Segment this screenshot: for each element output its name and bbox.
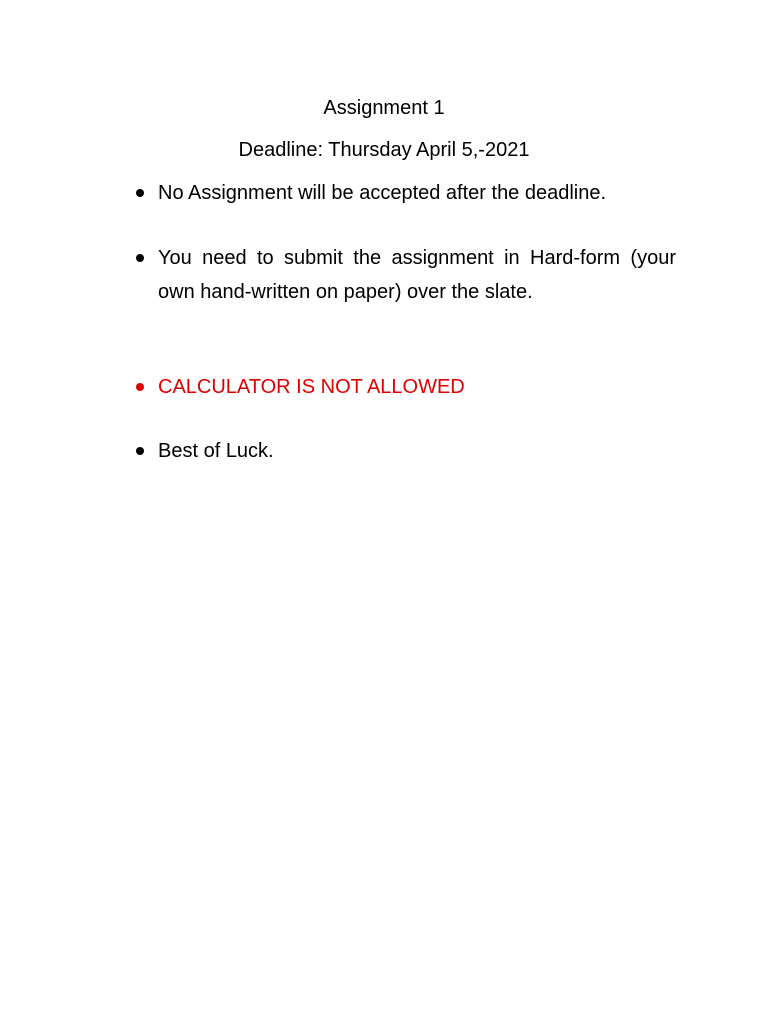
assignment-title: Assignment 1 <box>323 97 445 119</box>
bullet-item-no-late-submission <box>136 176 696 210</box>
deadline-line: Deadline: Thursday April 5,-2021 <box>238 139 530 161</box>
bullet-item-hard-form <box>136 241 696 309</box>
bullet-dot-icon <box>136 383 144 391</box>
bullet-dot-icon <box>136 189 144 197</box>
bullet-dot-icon <box>136 447 144 455</box>
bullet-item-best-of-luck <box>136 434 696 468</box>
bullet-text: You need to submit the assignment in Hard-form (your own hand-written on paper) over the slate. <box>158 247 676 303</box>
bullet-text: Best of Luck. <box>158 440 274 462</box>
bullet-item-calculator-warning <box>136 370 696 404</box>
bullet-text: No Assignment will be accepted after the deadline. <box>158 182 607 204</box>
bullet-text: CALCULATOR IS NOT ALLOWED <box>158 376 465 398</box>
bullet-dot-icon <box>136 254 144 262</box>
